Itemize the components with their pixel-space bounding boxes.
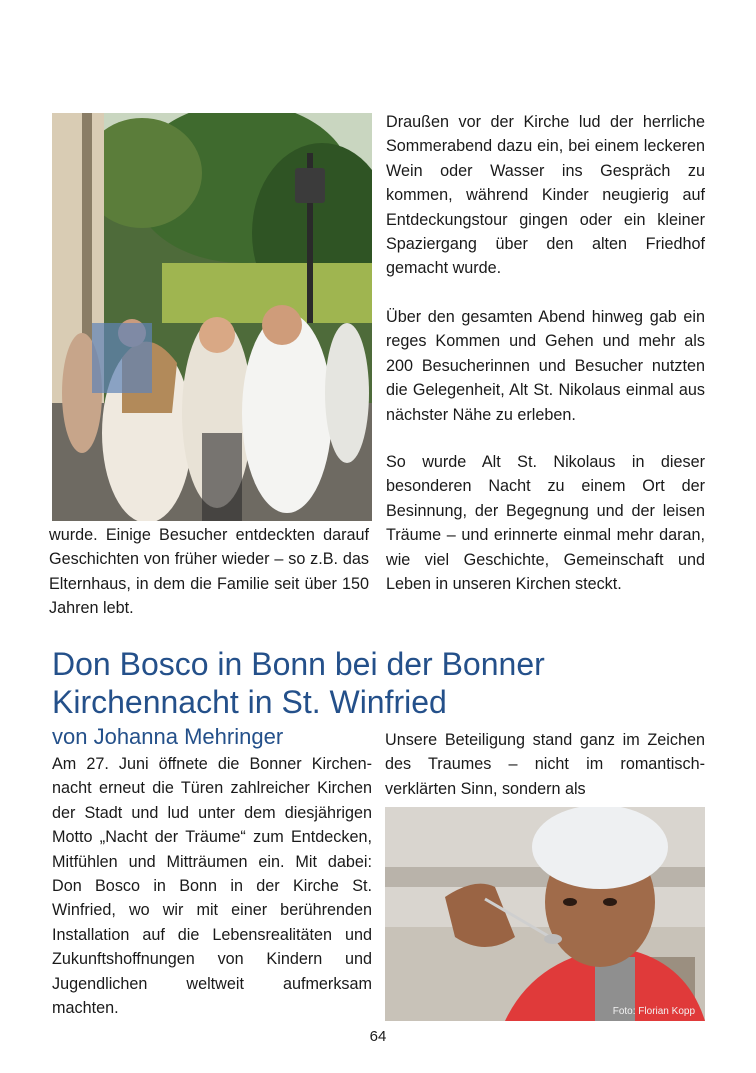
boy-tasting-photo bbox=[385, 807, 705, 1021]
right-paragraph-2: Über den gesamten Abend hinweg gab ein reges Kommen und Gehen und mehr als 200 Besucherinnen und Besucher nutzten die Gelegenheit, Alt St. Nikolaus einmal aus nächster Nähe zu erleben. bbox=[386, 308, 705, 424]
right-paragraph-1: Draußen vor der Kirche lud der herrliche Sommerabend dazu ein, bei einem leckeren Wein oder Wasser ins Gespräch zu kommen, während Kinder neugierig auf Entdeckungstour gingen oder ein kleiner Spaziergang über den alten Friedhof gemacht wurde. bbox=[386, 113, 705, 278]
article-right-paragraph: Unsere Beteiligung stand ganz im Zeichen des Traumes – nicht im romantisch-verklärten Sinn, sondern als bbox=[385, 731, 705, 798]
church-garden-photo bbox=[52, 113, 372, 521]
article-left-paragraph: Am 27. Juni öffnete die Bonner Kirchennacht erneut die Türen zahlreicher Kirchen der Stadt und lud unter dem diesjährigen Motto „Nacht der Träume“ zum Entdecken, Mitfühlen und Mitträumen ein. Mit dabei: Don Bosco in Bonn in der Kirche St. Winfried, wo wir mit einer berührenden Installation auf die Lebensrealitäten und Zukunftshoffnungen von Kindern und Jugendlichen weltweit aufmerksam machten. bbox=[52, 755, 372, 1018]
article-byline: von Johanna Mehringer bbox=[52, 724, 284, 749]
right-paragraph-3: So wurde Alt St. Nikolaus in dieser besonderen Nacht zu einem Ort der Besinnung, der Begegnung und der leisen Träume – und erinnerte einmal mehr daran, wie viel Geschichte, Gemeinschaft und Leben in unseren Kirchen steckt. bbox=[386, 453, 705, 594]
photo-credit: Foto: Florian Kopp bbox=[612, 1006, 695, 1017]
page-number: 64 bbox=[369, 1028, 387, 1045]
article-title: Don Bosco in Bonn bei der Bonner Kirchennacht in St. Winfried bbox=[52, 646, 545, 720]
left-paragraph-continued: wurde. Einige Besucher entdeckten darauf Geschichten von früher wieder – so z.B. das Elternhaus, in dem die Familie seit über 150 Jahren lebt. bbox=[49, 526, 369, 618]
